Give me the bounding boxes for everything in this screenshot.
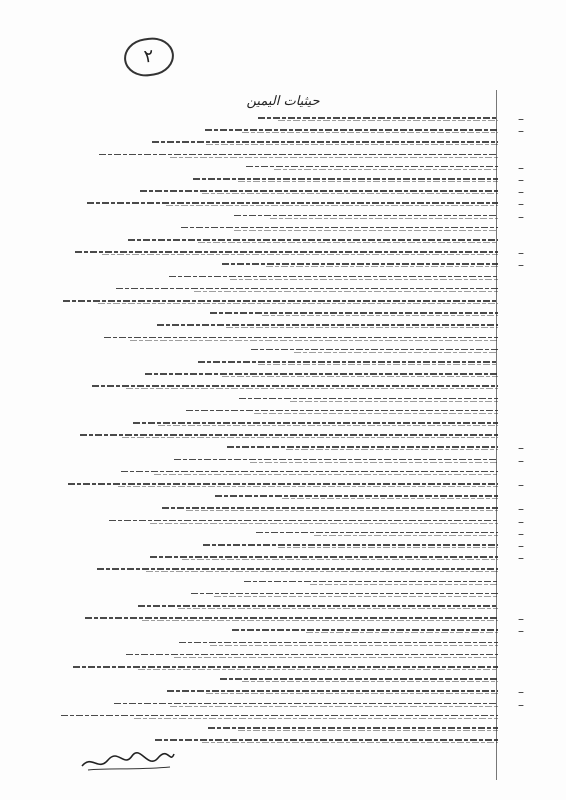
handwritten-line bbox=[50, 429, 498, 441]
ink-stroke bbox=[104, 337, 498, 339]
handwritten-line bbox=[50, 563, 498, 575]
ink-stroke bbox=[133, 422, 498, 424]
bullet-marker: – bbox=[518, 173, 524, 187]
ink-stroke bbox=[114, 703, 498, 705]
ink-stroke bbox=[97, 568, 498, 570]
ink-stroke bbox=[174, 459, 498, 461]
ink-stroke bbox=[208, 727, 498, 729]
ink-stroke bbox=[118, 486, 498, 487]
ink-stroke bbox=[274, 169, 498, 170]
ink-stroke bbox=[63, 300, 498, 302]
handwritten-line bbox=[50, 393, 498, 405]
ink-stroke bbox=[152, 141, 498, 143]
handwritten-line bbox=[50, 149, 498, 161]
bullet-marker: – bbox=[518, 624, 524, 639]
ink-stroke bbox=[202, 742, 498, 743]
bullet-marker: – bbox=[518, 526, 524, 541]
handwritten-text-block bbox=[50, 112, 524, 748]
ink-stroke bbox=[232, 629, 498, 631]
ink-stroke bbox=[179, 642, 498, 644]
handwritten-line bbox=[50, 160, 524, 175]
handwritten-line bbox=[50, 539, 524, 553]
ink-stroke bbox=[294, 352, 498, 353]
handwritten-line bbox=[50, 612, 524, 627]
ink-stroke bbox=[290, 401, 498, 402]
ink-stroke bbox=[75, 251, 498, 253]
bullet-marker: – bbox=[518, 685, 524, 700]
ink-stroke bbox=[169, 276, 498, 278]
ink-stroke bbox=[270, 218, 498, 219]
handwritten-line bbox=[50, 368, 498, 380]
bullet-marker: – bbox=[518, 209, 524, 224]
ink-stroke bbox=[181, 227, 498, 229]
handwritten-line bbox=[50, 576, 498, 588]
handwritten-line bbox=[50, 734, 498, 746]
ink-stroke bbox=[150, 556, 498, 558]
ink-stroke bbox=[254, 413, 498, 414]
ink-stroke bbox=[162, 507, 498, 509]
ink-stroke bbox=[222, 263, 498, 265]
ink-stroke bbox=[206, 144, 498, 145]
ink-stroke bbox=[138, 669, 498, 670]
handwritten-line bbox=[50, 453, 524, 468]
ink-stroke bbox=[198, 242, 498, 243]
document-heading: حيثيات اليمين bbox=[246, 94, 320, 109]
handwritten-line bbox=[50, 490, 498, 502]
ink-stroke bbox=[238, 730, 498, 731]
ink-stroke bbox=[266, 266, 498, 267]
ink-stroke bbox=[203, 544, 498, 546]
ink-stroke bbox=[198, 361, 498, 363]
ink-stroke bbox=[121, 471, 498, 473]
handwritten-line bbox=[50, 380, 498, 392]
ink-stroke bbox=[61, 715, 498, 717]
handwritten-line bbox=[50, 344, 498, 356]
handwritten-line bbox=[50, 502, 524, 517]
handwritten-line bbox=[50, 295, 498, 307]
handwritten-line bbox=[50, 441, 524, 456]
handwritten-line bbox=[50, 185, 524, 200]
handwritten-line bbox=[50, 710, 498, 722]
handwritten-line bbox=[50, 258, 524, 273]
ink-stroke bbox=[202, 193, 498, 194]
ink-stroke bbox=[227, 446, 498, 448]
handwritten-line bbox=[50, 722, 498, 734]
ink-stroke bbox=[244, 581, 498, 583]
ink-stroke bbox=[80, 434, 498, 436]
ink-stroke bbox=[310, 584, 498, 585]
handwritten-line bbox=[50, 624, 524, 639]
ink-stroke bbox=[150, 523, 498, 524]
bullet-marker: – bbox=[518, 453, 524, 468]
ink-stroke bbox=[222, 376, 498, 377]
handwritten-line bbox=[50, 319, 498, 331]
bullet-marker: – bbox=[518, 246, 524, 261]
handwritten-line bbox=[50, 478, 524, 492]
handwritten-line bbox=[50, 234, 498, 246]
ink-stroke bbox=[256, 532, 498, 534]
ink-stroke bbox=[194, 291, 498, 292]
handwritten-line bbox=[50, 661, 498, 673]
handwritten-line bbox=[50, 209, 524, 224]
ink-stroke bbox=[174, 657, 498, 658]
ink-stroke bbox=[191, 593, 498, 595]
ink-stroke bbox=[215, 495, 498, 497]
bullet-marker: – bbox=[518, 502, 524, 517]
bullet-marker: – bbox=[518, 258, 524, 273]
bullet-marker: – bbox=[518, 551, 524, 566]
ink-stroke bbox=[314, 535, 498, 536]
ink-stroke bbox=[99, 154, 498, 156]
handwritten-signature bbox=[78, 748, 178, 774]
ink-stroke bbox=[210, 645, 498, 646]
ink-stroke bbox=[138, 605, 498, 607]
handwritten-line bbox=[50, 685, 524, 700]
ink-stroke bbox=[286, 449, 498, 450]
ink-stroke bbox=[109, 520, 498, 522]
handwritten-line bbox=[50, 197, 524, 212]
ink-stroke bbox=[239, 398, 498, 400]
handwritten-line bbox=[50, 173, 524, 187]
handwritten-line bbox=[50, 405, 498, 417]
handwritten-line bbox=[50, 588, 498, 600]
handwritten-line bbox=[50, 112, 524, 126]
ink-stroke bbox=[116, 288, 498, 290]
ink-stroke bbox=[262, 315, 498, 316]
ink-stroke bbox=[230, 279, 498, 280]
ink-stroke bbox=[85, 617, 498, 619]
ink-stroke bbox=[226, 327, 498, 328]
ink-stroke bbox=[238, 181, 498, 182]
ink-stroke bbox=[282, 498, 498, 499]
ink-stroke bbox=[126, 654, 498, 656]
ink-stroke bbox=[242, 681, 498, 682]
ink-stroke bbox=[170, 157, 498, 158]
ink-stroke bbox=[258, 364, 498, 365]
handwritten-line bbox=[50, 283, 498, 295]
ink-stroke bbox=[154, 474, 498, 475]
handwritten-line bbox=[50, 637, 498, 649]
handwritten-line bbox=[50, 307, 498, 319]
page-number: ٢ bbox=[122, 35, 177, 80]
ink-stroke bbox=[186, 410, 498, 412]
handwritten-line bbox=[50, 673, 498, 685]
ink-stroke bbox=[167, 690, 498, 692]
bullet-marker: – bbox=[518, 612, 524, 627]
ink-stroke bbox=[158, 425, 498, 426]
ink-stroke bbox=[155, 739, 498, 741]
ink-stroke bbox=[246, 166, 498, 168]
ink-stroke bbox=[145, 373, 498, 375]
ink-stroke bbox=[98, 303, 498, 304]
ink-stroke bbox=[278, 120, 498, 121]
ink-stroke bbox=[234, 215, 498, 217]
bullet-marker: – bbox=[518, 514, 524, 529]
ink-stroke bbox=[214, 596, 498, 597]
handwritten-line bbox=[50, 356, 498, 368]
handwritten-line bbox=[50, 649, 498, 661]
handwritten-line bbox=[50, 136, 498, 148]
ink-stroke bbox=[170, 706, 498, 707]
ink-stroke bbox=[234, 230, 498, 231]
ink-stroke bbox=[122, 437, 498, 438]
ink-stroke bbox=[210, 312, 498, 314]
ink-stroke bbox=[251, 349, 498, 351]
ink-stroke bbox=[206, 693, 498, 694]
bullet-marker: – bbox=[518, 197, 524, 212]
handwritten-line bbox=[50, 222, 498, 234]
ink-stroke bbox=[178, 608, 498, 609]
handwritten-line bbox=[50, 526, 524, 541]
handwritten-line bbox=[50, 124, 524, 139]
ink-stroke bbox=[182, 559, 498, 560]
ink-stroke bbox=[142, 620, 498, 621]
ink-stroke bbox=[166, 205, 498, 206]
ink-stroke bbox=[193, 178, 498, 180]
ink-stroke bbox=[258, 117, 498, 119]
ink-stroke bbox=[102, 254, 498, 255]
ink-stroke bbox=[68, 483, 498, 485]
handwritten-line bbox=[50, 514, 524, 529]
bullet-marker: – bbox=[518, 697, 524, 712]
ink-stroke bbox=[73, 666, 498, 668]
ink-stroke bbox=[205, 129, 498, 131]
ink-stroke bbox=[186, 510, 498, 511]
ink-stroke bbox=[306, 632, 498, 633]
ink-stroke bbox=[87, 202, 498, 204]
handwritten-line bbox=[50, 600, 498, 612]
handwritten-line bbox=[50, 246, 524, 261]
bullet-marker: – bbox=[518, 441, 524, 456]
ink-stroke bbox=[157, 324, 498, 326]
handwritten-line bbox=[50, 551, 524, 566]
ink-stroke bbox=[128, 239, 498, 241]
ink-stroke bbox=[140, 190, 498, 192]
handwritten-line bbox=[50, 697, 524, 712]
handwritten-line bbox=[50, 271, 498, 283]
ink-stroke bbox=[130, 340, 498, 341]
ink-stroke bbox=[278, 547, 498, 548]
ink-stroke bbox=[220, 678, 498, 680]
handwritten-line bbox=[50, 466, 498, 478]
ink-stroke bbox=[242, 132, 498, 133]
bullet-marker: – bbox=[518, 160, 524, 175]
bullet-marker: – bbox=[518, 478, 524, 492]
bullet-marker: – bbox=[518, 112, 524, 126]
ink-stroke bbox=[126, 388, 498, 389]
ink-stroke bbox=[134, 718, 498, 719]
bullet-marker: – bbox=[518, 185, 524, 200]
bullet-marker: – bbox=[518, 539, 524, 553]
ink-stroke bbox=[250, 462, 498, 463]
bullet-marker: – bbox=[518, 124, 524, 139]
handwritten-line bbox=[50, 417, 498, 429]
ink-stroke bbox=[92, 385, 498, 387]
ink-stroke bbox=[146, 571, 498, 572]
handwritten-line bbox=[50, 332, 498, 344]
